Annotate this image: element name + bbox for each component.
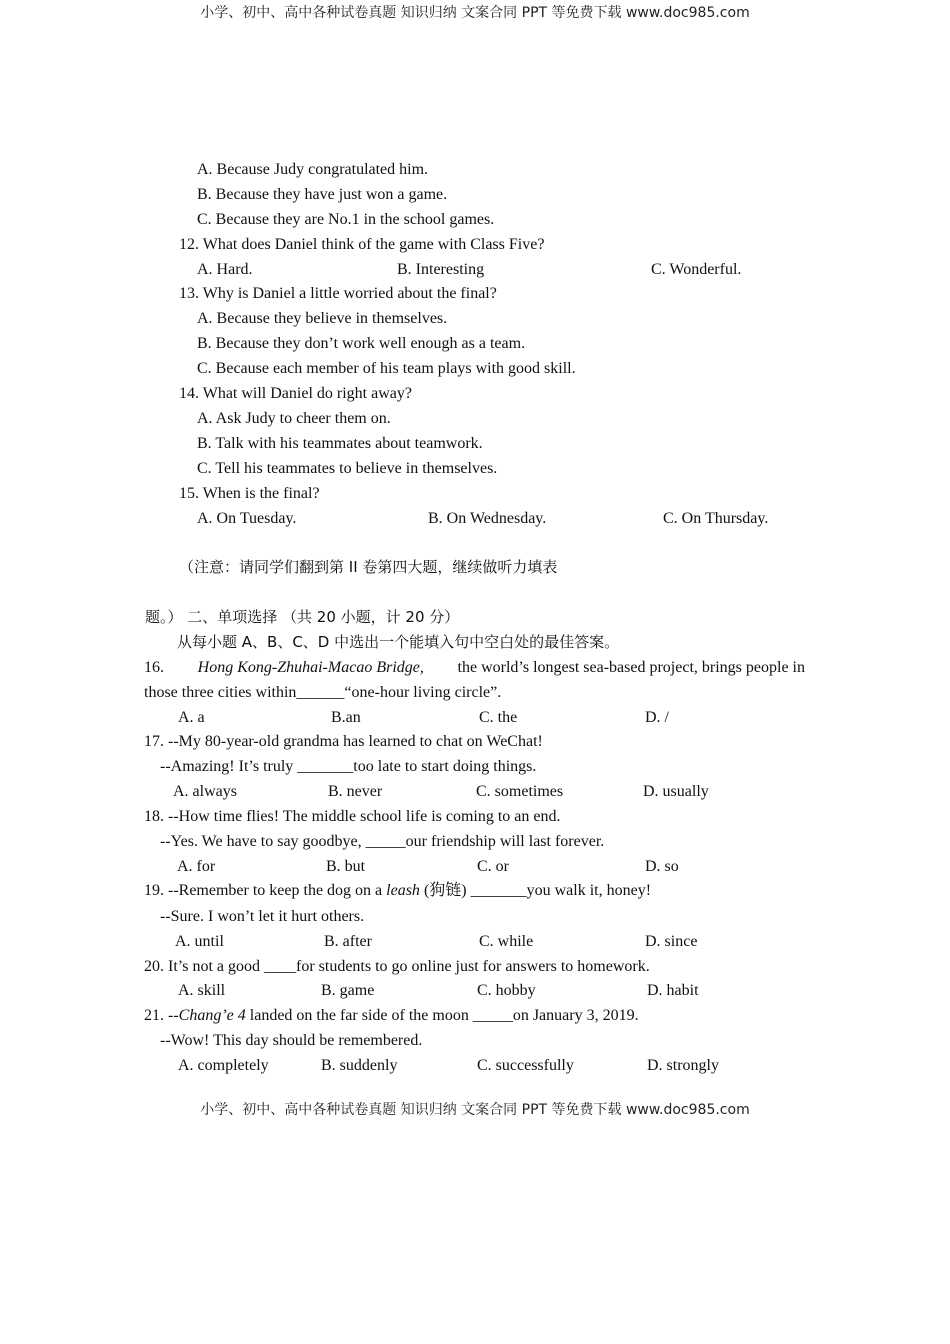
q11-option-c: C. Because they are No.1 in the school games. bbox=[197, 211, 495, 228]
q12-option-c: C. Wonderful. bbox=[651, 261, 742, 278]
q18-option-d: D. so bbox=[645, 858, 679, 875]
q17-option-a: A. always bbox=[173, 783, 237, 800]
q15-option-b: B. On Wednesday. bbox=[428, 510, 547, 527]
page-footer: 小学、初中、高中各种试卷真题 知识归纳 文案合同 PPT 等免费下载 www.doc985.com bbox=[200, 1102, 750, 1118]
q20-blank: ____ bbox=[264, 958, 296, 975]
q17-option-c: C. sometimes bbox=[476, 783, 564, 800]
q16-option-a: A. a bbox=[178, 709, 205, 726]
section-instruction: 从每小题 A、B、C、D 中选出一个能填入句中空白处的最佳答案。 bbox=[177, 633, 620, 651]
q11-option-b: B. Because they have just won a game. bbox=[197, 186, 448, 203]
q17-option-d: D. usually bbox=[643, 783, 709, 800]
q20-line1-end: for students to go online just for answers to homework. bbox=[296, 958, 650, 975]
q16-blank: ______ bbox=[296, 684, 345, 701]
q20-option-d: D. habit bbox=[647, 982, 699, 999]
q18-option-a: A. for bbox=[177, 858, 216, 875]
q17-line1: 17. --My 80-year-old grandma has learned to chat on WeChat! bbox=[144, 733, 543, 750]
q13-stem: 13. Why is Daniel a little worried about the final? bbox=[179, 285, 497, 302]
q18-line2-start: --Yes. We have to say goodbye, bbox=[160, 833, 366, 850]
q14-option-b: B. Talk with his teammates about teamwork. bbox=[197, 435, 483, 452]
q12-option-b: B. Interesting bbox=[397, 261, 485, 278]
q11-option-a: A. Because Judy congratulated him. bbox=[197, 161, 429, 178]
q16-line2-start: those three cities within bbox=[144, 684, 297, 701]
q20-option-c: C. hobby bbox=[477, 982, 536, 999]
section-heading: 题。） 二、单项选择 （共 20 小题，计 20 分） bbox=[145, 608, 460, 626]
q18-line2 bbox=[160, 832, 604, 852]
q16-line2 bbox=[144, 683, 501, 703]
q17-blank: _______ bbox=[297, 758, 354, 775]
q21-line1-start: 21. -- bbox=[144, 1007, 179, 1024]
q21-option-b: B. suddenly bbox=[321, 1057, 398, 1074]
q20-line1-start: 20. It’s not a good bbox=[144, 958, 264, 975]
q16-line2-end: “one-hour living circle”. bbox=[344, 684, 502, 701]
q17-option-b: B. never bbox=[328, 783, 383, 800]
q15-option-a: A. On Tuesday. bbox=[197, 510, 297, 527]
q18-option-c: C. or bbox=[477, 858, 509, 875]
q14-stem: 14. What will Daniel do right away? bbox=[179, 385, 412, 402]
page-header: 小学、初中、高中各种试卷真题 知识归纳 文案合同 PPT 等免费下载 www.doc985.com bbox=[200, 5, 750, 21]
q19-option-c: C. while bbox=[479, 933, 534, 950]
q15-stem: 15. When is the final? bbox=[179, 485, 320, 502]
q17-line2-end: too late to start doing things. bbox=[353, 758, 537, 775]
q19-line1 bbox=[144, 881, 651, 901]
q19-gloss: (狗链) bbox=[419, 882, 471, 899]
q21-line1-mid: landed on the far side of the moon bbox=[245, 1007, 473, 1024]
q21-line1 bbox=[144, 1006, 639, 1026]
q18-blank: _____ bbox=[365, 833, 406, 850]
q12-stem: 12. What does Daniel think of the game with Class Five? bbox=[179, 236, 545, 253]
q21-probe-name: Chang’e 4 bbox=[178, 1007, 246, 1024]
q21-blank: _____ bbox=[472, 1007, 513, 1024]
listening-note: （注意：请同学们翻到第 II 卷第四大题，继续做听力填表 bbox=[179, 558, 558, 576]
q19-blank: _______ bbox=[470, 882, 527, 899]
q19-leash-word: leash bbox=[386, 882, 420, 899]
q21-line1-end: on January 3, 2019. bbox=[512, 1007, 639, 1024]
q19-option-a: A. until bbox=[175, 933, 224, 950]
q14-option-c: C. Tell his teammates to believe in themselves. bbox=[197, 460, 498, 477]
q16-number: 16. bbox=[144, 659, 164, 676]
q18-line2-end: our friendship will last forever. bbox=[405, 833, 605, 850]
q15-option-c: C. On Thursday. bbox=[663, 510, 769, 527]
q19-line2: --Sure. I won’t let it hurt others. bbox=[160, 908, 365, 925]
q21-option-d: D. strongly bbox=[647, 1057, 719, 1074]
q16-bridge-name: Hong Kong-Zhuhai-Macao Bridge, bbox=[197, 659, 424, 676]
q21-line2: --Wow! This day should be remembered. bbox=[160, 1032, 423, 1049]
q19-line1-start: 19. --Remember to keep the dog on a bbox=[144, 882, 387, 899]
q21-option-a: A. completely bbox=[178, 1057, 269, 1074]
q13-option-b: B. Because they don’t work well enough as a team. bbox=[197, 335, 526, 352]
q17-line2 bbox=[160, 757, 536, 777]
q16-option-c: C. the bbox=[479, 709, 518, 726]
q20-line1 bbox=[144, 957, 650, 977]
q21-option-c: C. successfully bbox=[477, 1057, 574, 1074]
q16-option-d: D. / bbox=[645, 709, 669, 726]
q16-option-b: B.an bbox=[331, 709, 361, 726]
q18-line1: 18. --How time flies! The middle school life is coming to an end. bbox=[144, 808, 561, 825]
q20-option-b: B. game bbox=[321, 982, 375, 999]
q19-option-b: B. after bbox=[324, 933, 372, 950]
q12-option-a: A. Hard. bbox=[197, 261, 253, 278]
q13-option-a: A. Because they believe in themselves. bbox=[197, 310, 448, 327]
q14-option-a: A. Ask Judy to cheer them on. bbox=[197, 410, 391, 427]
q19-line1-end: you walk it, honey! bbox=[526, 882, 652, 899]
q16-stem-rest: the world’s longest sea-based project, brings people in bbox=[457, 659, 805, 676]
q17-line2-start: --Amazing! It’s truly bbox=[160, 758, 298, 775]
q13-option-c: C. Because each member of his team plays with good skill. bbox=[197, 360, 576, 377]
q16-line1 bbox=[144, 658, 805, 678]
q20-option-a: A. skill bbox=[178, 982, 226, 999]
q18-option-b: B. but bbox=[326, 858, 366, 875]
q19-option-d: D. since bbox=[645, 933, 698, 950]
